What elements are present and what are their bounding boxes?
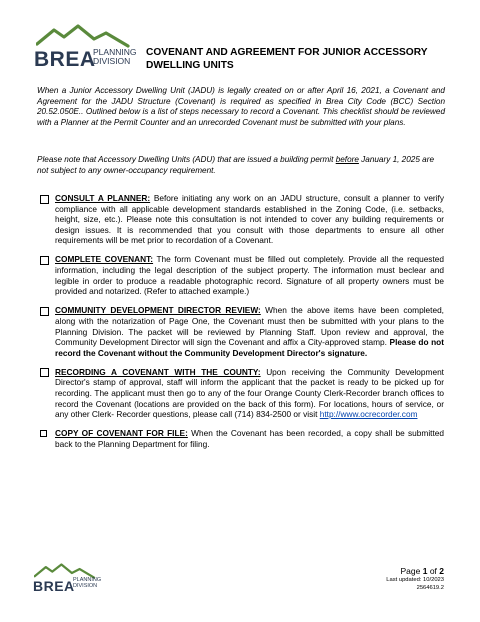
step-body: [55, 428, 444, 449]
document-number: 2564619.2: [416, 585, 444, 591]
checkbox[interactable]: [40, 430, 47, 437]
checklist-item-director-review: [40, 305, 444, 358]
page-label: Page: [400, 566, 423, 576]
checkbox[interactable]: [40, 368, 49, 377]
step-text: The form Covenant must be filled out completely. Provide all the requested information, including the legal description of the subject property. The information must beclear and legible in order to produce a readable photographic record. Signature of all property owners must be provided and notarized. (Refer to attached example.): [55, 254, 444, 297]
page-footer: [386, 566, 444, 592]
step-bold-text: Please do not record the Covenant without the Community Development Director's signature.: [55, 337, 444, 358]
step-heading: COMMUNITY DEVELOPMENT DIRECTOR REVIEW:: [55, 305, 261, 316]
ocrecorder-link[interactable]: http://www.ocrecorder.com: [319, 409, 418, 420]
logo-line1: PLANNING: [73, 577, 102, 583]
step-body: [55, 305, 444, 358]
checkbox[interactable]: [40, 256, 49, 265]
logo-line1: PLANNING: [93, 47, 137, 57]
logo-line2: DIVISION: [73, 582, 98, 589]
step-text: Upon receiving the Community Development Director's stamp of approval, staff will inform the applicant that the packet is ready to be picked up for recording. The applicant must then go to any of the four Orange County Clerk-Recorder branch offices to record the Covenant (locations are provided on the back of this form). For locations, hours of service, or any other Clerk- Recorder questions, please call (714) 834-2500 or visit: [55, 366, 444, 420]
title-line2: DWELLING UNITS: [146, 59, 234, 71]
step-body: [55, 367, 444, 420]
checklist-item-consult: [40, 193, 444, 246]
step-heading: RECORDING A COVENANT WITH THE COUNTY:: [55, 366, 261, 377]
note-underlined: before: [335, 155, 359, 164]
page-number: [386, 566, 444, 576]
step-text: Before initiating any work on an JADU structure, consult a planner to verify compliance with all applicable development standards established in the Zoning Code, (i.e. setbacks, height, size, etc.). Please note this consultation is not intended to cover any building requirements or design issues. It is recommended that you consult with those departments to ensure all other requirements will be met prior to recordation of a Covenant.: [55, 193, 444, 246]
page-num: 1: [422, 566, 428, 576]
checklist-item-recording: [40, 367, 444, 420]
checkbox[interactable]: [40, 307, 49, 316]
logo-division-text: [73, 578, 101, 590]
step-heading: CONSULT A PLANNER:: [55, 193, 151, 203]
brea-planning-logo-footer: [33, 563, 113, 599]
document-title: [146, 47, 456, 72]
note-after: January 1, 2025 are not subject to any owner-occupancy requirement.: [37, 155, 435, 175]
logo-brea-text: BREA: [33, 578, 75, 594]
last-updated: Last updated: 10/2023: [386, 577, 444, 583]
checkbox[interactable]: [40, 195, 49, 204]
mountain-logo-icon: [36, 24, 131, 48]
owner-occupancy-note: [37, 155, 445, 176]
step-body: [55, 254, 444, 296]
checklist: [40, 193, 444, 458]
checklist-item-complete: [40, 254, 444, 296]
page-total: 2: [439, 566, 444, 576]
checklist-item-copy: [40, 428, 444, 449]
note-before: Please note that Accessory Dwelling Units (ADU) that are issued a building permit: [37, 155, 336, 164]
step-heading: COMPLETE COVENANT:: [55, 254, 154, 265]
logo-division-text: [93, 48, 136, 66]
step-text: When the above items have been completed, along with the notarization of Page One, the Covenant must then be submitted with your plans to the Planning Division. The packet will be reviewed by Planning Staff. Upon review and approval, the Community Development Director will sign the Covenant and affix a City-approved stamp.: [55, 305, 444, 348]
brea-planning-logo: [34, 24, 144, 74]
logo-brea-text: BREA: [34, 48, 96, 71]
step-heading: COPY OF COVENANT FOR FILE:: [55, 428, 188, 439]
step-body: [55, 193, 444, 246]
title-line1: COVENANT AND AGREEMENT FOR JUNIOR ACCESSORY: [146, 47, 428, 58]
logo-line2: DIVISION: [93, 55, 131, 66]
intro-paragraph: When a Junior Accessory Dwelling Unit (JADU) is legally created on or after April 16, 2021, a Covenant and Agreement for the JADU Structure (Covenant) is required as specified in Brea City Code (BCC) Section 20.52.050E.. Outlined below is a list of steps necessary to record a Covenant. This checklist should be reviewed with a Planner at the Permit Counter and an unrecorded Covenant must be submitted with your plans.: [37, 86, 445, 127]
step-text: When the Covenant has been recorded, a copy shall be submitted back to the Planning Department for filing.: [55, 428, 444, 449]
page-of: of: [427, 566, 440, 576]
